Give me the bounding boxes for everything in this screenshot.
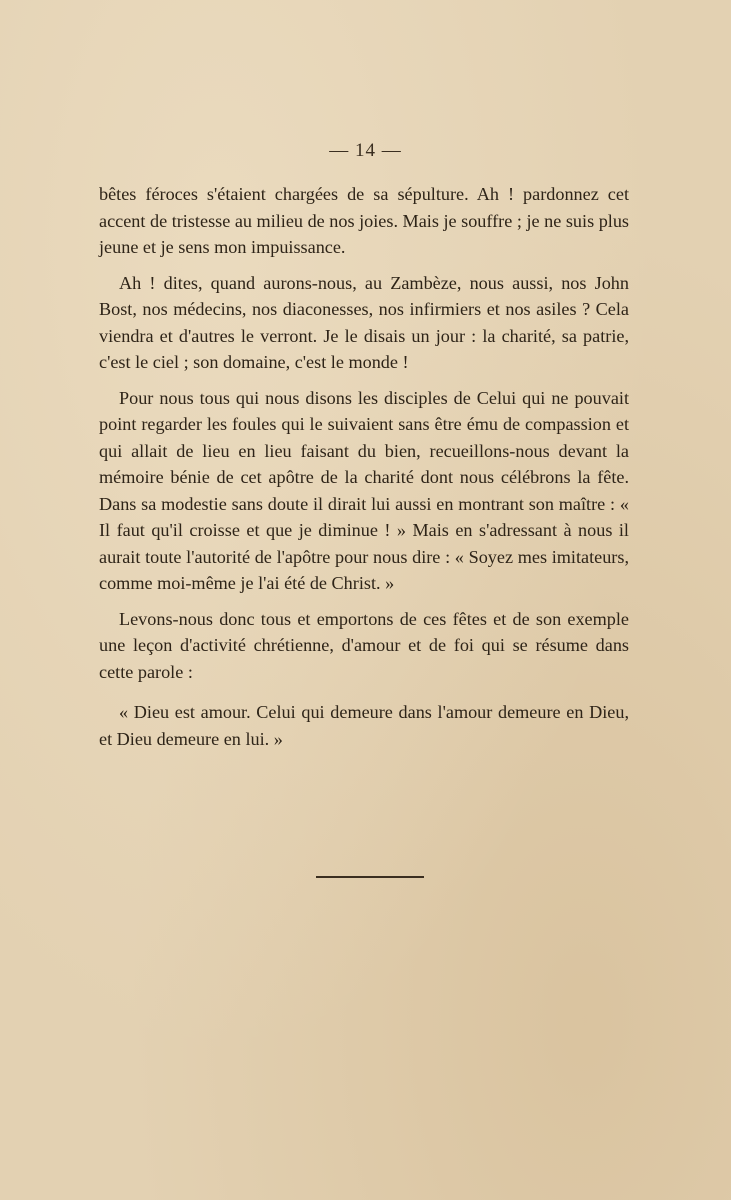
paragraph-zambeze: Ah ! dites, quand aurons-nous, au Zambèze, nous aussi, nos John Bost, nos médecins, nos diaconesses, nos infirmiers et nos asiles ? Cela viendra et d'autres le verront. Je le disais un jour : la charité, sa patrie, c'est le ciel ; son domaine, c'est le monde !	[99, 272, 629, 372]
closing-quotation: « Dieu est amour. Celui qui demeure dans l'amour demeure en Dieu, et Dieu demeure en lui. »	[99, 702, 629, 749]
paragraph-levons-nous: Levons-nous donc tous et emportons de ces fêtes et de son exemple une leçon d'activité chrétienne, d'amour et de foi qui se résume dans cette parole :	[99, 608, 629, 682]
end-rule	[316, 876, 424, 878]
paragraph-disciples: Pour nous tous qui nous disons les disciples de Celui qui ne pouvait point regarder les foules qui le suivaient sans être ému de compassion et qui allait de lieu en lieu faisant du bien, recueillons-nous devant la mémoire bénie de cet apôtre de la charité dont nous célébrons la fête. Dans sa modestie sans doute il dirait lui aussi en montrant son maître : « Il faut qu'il croisse et que je diminue ! » Mais en s'adressant à nous il aurait toute l'autorité de l'apôtre pour nous dire : « Soyez mes imitateurs, comme moi-même je l'ai été de Christ. »	[99, 387, 629, 593]
page-number: — 14 —	[329, 140, 402, 161]
paragraph-continuation: bêtes féroces s'étaient chargées de sa sépulture. Ah ! pardonnez cet accent de tristesse au milieu de nos joies. Mais je souffre ; je ne suis plus jeune et je sens mon impuissance.	[99, 184, 630, 257]
body-text	[99, 181, 629, 752]
